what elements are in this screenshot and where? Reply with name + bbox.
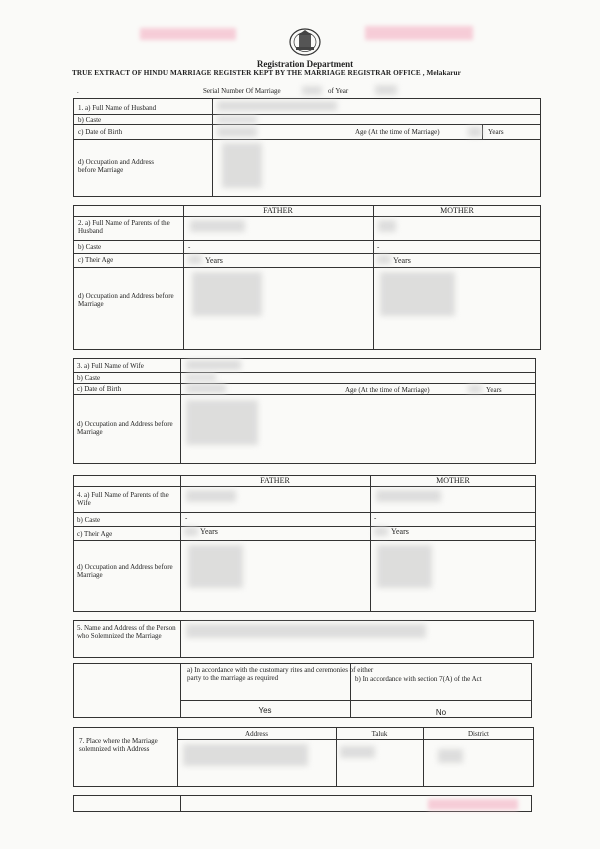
wife-dob-label: c) Date of Birth <box>77 385 122 393</box>
redacted-year <box>375 85 397 95</box>
wife-age-label: Age (At the time of Marriage) <box>345 386 430 394</box>
parents-husband-occupation-label: d) Occupation and Address before Marriage <box>78 292 174 308</box>
redacted-place-district <box>438 749 463 763</box>
redacted-mother-age <box>377 255 391 264</box>
redacted-solemnizer <box>186 624 426 638</box>
customary-rites-value: Yes <box>258 706 272 715</box>
parents-husband-name-label: 2. a) Full Name of Parents of the Husband <box>78 219 170 235</box>
husband-age-years: Years <box>488 128 504 136</box>
parents-husband-caste-dash-mother: - <box>377 243 380 251</box>
parents-wife-age-label: c) Their Age <box>77 530 113 538</box>
redacted-mother-name <box>378 220 396 232</box>
husband-caste-label: b) Caste <box>78 116 102 124</box>
husband-name-label: 1. a) Full Name of Husband <box>78 104 157 112</box>
section-3-table <box>73 358 536 464</box>
redacted-husband-dob <box>217 127 257 137</box>
redacted-wife-mother-name <box>376 490 441 502</box>
redacted-wife-dob <box>186 384 226 393</box>
redacted-mother-address <box>380 272 455 316</box>
redacted-father-name <box>190 220 245 232</box>
wife-caste-label: b) Caste <box>77 374 101 382</box>
parents-wife-caste-dash-father: - <box>185 514 188 522</box>
customary-rites-label: a) In accordance with the customary rites and ceremonies of either party to the marriage as required <box>187 666 374 682</box>
parents-husband-age-label: c) Their Age <box>78 256 114 264</box>
redacted-place-address <box>183 744 308 766</box>
place-taluk-header: Taluk <box>371 730 388 738</box>
redacted-husband-caste <box>217 116 257 123</box>
document-title: TRUE EXTRACT OF HINDU MARRIAGE REGISTER KEPT BY THE MARRIAGE REGISTRAR OFFICE , Melakarur <box>72 69 461 77</box>
redacted-serial <box>302 86 322 95</box>
parents-husband-caste-dash-father: - <box>188 243 191 251</box>
redacted-father-address <box>192 272 262 316</box>
redacted-header-right <box>365 26 473 40</box>
parents-wife-mother-header: MOTHER <box>436 476 470 485</box>
redacted-father-age <box>188 255 202 264</box>
redacted-wife-father-address <box>188 545 243 588</box>
page-dot: . <box>77 87 79 95</box>
redacted-wife-father-age <box>184 527 198 536</box>
father-age-years: Years <box>205 256 223 265</box>
redacted-wife-mother-age <box>374 527 388 536</box>
parents-wife-name-label: 4. a) Full Name of Parents of the Wife <box>77 491 169 507</box>
solemnizer-label: 5. Name and Address of the Person who Solemnized the Marriage <box>77 624 176 640</box>
redacted-wife-address <box>186 400 258 445</box>
redacted-wife-name <box>186 360 241 370</box>
emblem-icon <box>288 27 322 57</box>
department-title: Registration Department <box>256 59 354 69</box>
wife-mother-age-years: Years <box>391 527 409 536</box>
parents-husband-mother-header: MOTHER <box>440 206 474 215</box>
parents-wife-occupation-label: d) Occupation and Address before Marriage <box>77 563 173 579</box>
parents-husband-caste-label: b) Caste <box>78 243 102 251</box>
section-7a-label: b) In accordance with section 7(A) of the Act <box>355 675 482 683</box>
of-year-label: of Year <box>328 87 349 95</box>
parents-wife-father-header: FATHER <box>260 476 290 485</box>
section-1-table <box>73 98 541 197</box>
redacted-wife-caste <box>186 374 216 381</box>
wife-age-years: Years <box>486 386 502 394</box>
wife-occupation-label: d) Occupation and Address before Marriage <box>77 420 173 436</box>
serial-label: Serial Number Of Marriage <box>203 87 281 95</box>
redacted-signature <box>428 799 518 810</box>
parents-wife-caste-label: b) Caste <box>77 516 101 524</box>
redacted-wife-mother-address <box>377 545 432 588</box>
wife-name-label: 3. a) Full Name of Wife <box>77 362 144 370</box>
redacted-place-taluk <box>340 746 375 758</box>
parents-husband-father-header: FATHER <box>263 206 293 215</box>
redacted-husband-age <box>468 127 482 137</box>
mother-age-years: Years <box>393 256 411 265</box>
place-district-header: District <box>468 730 489 738</box>
redacted-husband-address <box>222 143 262 188</box>
husband-occupation-label: d) Occupation and Address before Marriage <box>78 158 155 174</box>
husband-age-label: Age (At the time of Marriage) <box>355 128 440 136</box>
place-address-header: Address <box>245 730 268 738</box>
redacted-header-left <box>140 28 236 40</box>
redacted-wife-age <box>468 385 482 393</box>
place-label: 7. Place where the Marriage solemnized with Address <box>79 737 158 753</box>
section-7a-value: No <box>435 708 447 717</box>
redacted-wife-father-name <box>186 490 236 502</box>
wife-father-age-years: Years <box>200 527 218 536</box>
husband-dob-label: c) Date of Birth <box>78 128 123 136</box>
redacted-husband-name <box>217 101 337 111</box>
parents-wife-caste-dash-mother: - <box>374 514 377 522</box>
